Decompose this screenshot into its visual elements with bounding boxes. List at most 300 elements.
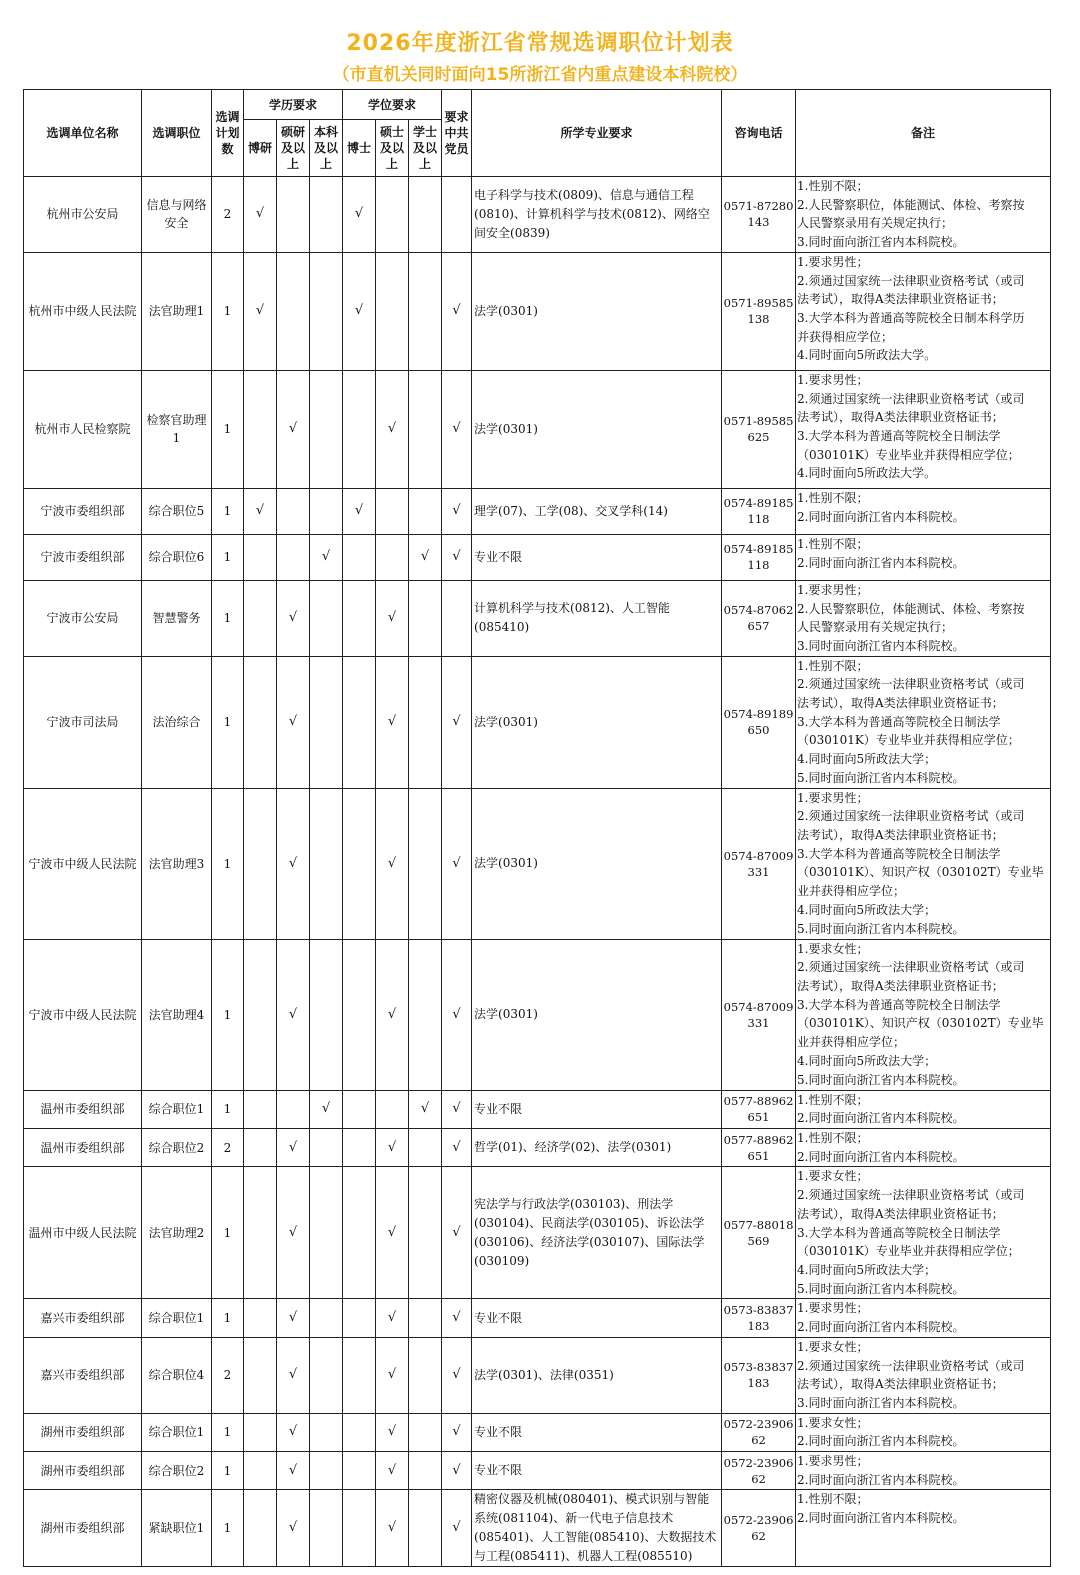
note-line: 1.要求男性； bbox=[797, 582, 869, 597]
edu-phd-cell: √ bbox=[244, 488, 277, 534]
note-line: 4.同时面向5所政法大学。 bbox=[797, 466, 937, 481]
major-cell: 专业不限 bbox=[472, 534, 722, 580]
major-cell: 法学(0301) bbox=[472, 656, 722, 788]
note-line: 4.同时面向5所政法大学； bbox=[797, 1053, 937, 1068]
note-line: 1.性别不限； bbox=[797, 490, 869, 505]
note-line: 法考试），取得A类法律职业资格证书； bbox=[797, 696, 1004, 711]
note-line: 3.大学本科为普通高等院校全日制法学 bbox=[797, 846, 1001, 861]
position-cell: 法官助理2 bbox=[142, 1167, 212, 1299]
note-cell bbox=[796, 370, 1051, 488]
deg-bachelor-cell bbox=[409, 488, 442, 534]
note-cell bbox=[796, 1490, 1051, 1567]
position-plan-table bbox=[23, 89, 1051, 1567]
phone-cell: 0572-2390662 bbox=[722, 1413, 796, 1451]
edu-bachelor-cell: √ bbox=[310, 534, 343, 580]
note-line: 2.同时面向浙江省内本科院校。 bbox=[797, 1434, 965, 1449]
note-cell bbox=[796, 656, 1051, 788]
table-row bbox=[24, 1129, 1051, 1167]
major-cell: 专业不限 bbox=[472, 1090, 722, 1128]
note-line: 3.同时面向浙江省内本科院校。 bbox=[797, 1395, 965, 1410]
header-count: 选调计划数 bbox=[212, 90, 244, 177]
edu-master-cell: √ bbox=[277, 370, 310, 488]
count-cell: 1 bbox=[212, 1490, 244, 1567]
count-cell: 1 bbox=[212, 1167, 244, 1299]
note-line: 1.要求男性； bbox=[797, 372, 869, 387]
party-cell: √ bbox=[442, 1490, 472, 1567]
party-cell bbox=[442, 580, 472, 656]
unit-cell: 杭州市公安局 bbox=[24, 177, 142, 253]
edu-phd-cell bbox=[244, 534, 277, 580]
deg-phd-cell bbox=[343, 1452, 376, 1490]
header-deg-bachelor: 学士及以上 bbox=[409, 120, 442, 177]
edu-phd-cell: √ bbox=[244, 252, 277, 370]
deg-master-cell bbox=[376, 534, 409, 580]
edu-bachelor-cell bbox=[310, 656, 343, 788]
deg-bachelor-cell: √ bbox=[409, 1090, 442, 1128]
table-row bbox=[24, 177, 1051, 253]
deg-phd-cell bbox=[343, 534, 376, 580]
unit-cell: 宁波市司法局 bbox=[24, 656, 142, 788]
position-cell: 综合职位6 bbox=[142, 534, 212, 580]
deg-phd-cell bbox=[343, 1490, 376, 1567]
note-cell bbox=[796, 1452, 1051, 1490]
deg-bachelor-cell bbox=[409, 1337, 442, 1413]
deg-master-cell: √ bbox=[376, 1299, 409, 1337]
phone-cell: 0574-89189650 bbox=[722, 656, 796, 788]
note-cell bbox=[796, 1413, 1051, 1451]
note-line: （030101K）专业毕业并获得相应学位； bbox=[797, 447, 1020, 462]
header-deg-phd: 博士 bbox=[343, 120, 376, 177]
deg-bachelor-cell bbox=[409, 252, 442, 370]
note-line: 3.大学本科为普通高等院校全日制法学 bbox=[797, 997, 1001, 1012]
note-cell bbox=[796, 1090, 1051, 1128]
note-line: 1.要求男性； bbox=[797, 790, 869, 805]
count-cell: 2 bbox=[212, 1337, 244, 1413]
edu-phd-cell bbox=[244, 1129, 277, 1167]
deg-master-cell bbox=[376, 488, 409, 534]
edu-bachelor-cell bbox=[310, 1413, 343, 1451]
note-line: 1.要求女性； bbox=[797, 1339, 869, 1354]
page-subtitle: （市直机关同时面向15所浙江省内重点建设本科院校） bbox=[332, 65, 748, 85]
edu-bachelor-cell bbox=[310, 177, 343, 253]
party-cell: √ bbox=[442, 1337, 472, 1413]
note-cell bbox=[796, 788, 1051, 939]
edu-master-cell: √ bbox=[277, 1299, 310, 1337]
table-row bbox=[24, 252, 1051, 370]
edu-phd-cell bbox=[244, 1337, 277, 1413]
deg-master-cell: √ bbox=[376, 580, 409, 656]
count-cell: 1 bbox=[212, 1299, 244, 1337]
note-line: 2.须通过国家统一法律职业资格考试（或司 bbox=[797, 391, 1025, 406]
deg-phd-cell bbox=[343, 1129, 376, 1167]
deg-phd-cell bbox=[343, 656, 376, 788]
note-line: 2.同时面向浙江省内本科院校。 bbox=[797, 1472, 965, 1487]
deg-phd-cell bbox=[343, 1337, 376, 1413]
edu-bachelor-cell: √ bbox=[310, 1090, 343, 1128]
major-cell: 法学(0301) bbox=[472, 939, 722, 1090]
phone-cell: 0577-88018569 bbox=[722, 1167, 796, 1299]
note-line: 法考试），取得A类法律职业资格证书； bbox=[797, 979, 1004, 994]
note-line: （030101K）专业毕业并获得相应学位； bbox=[797, 733, 1020, 748]
unit-cell: 湖州市委组织部 bbox=[24, 1452, 142, 1490]
note-line: 3.同时面向浙江省内本科院校。 bbox=[797, 235, 965, 250]
note-cell bbox=[796, 252, 1051, 370]
party-cell: √ bbox=[442, 370, 472, 488]
position-cell: 法官助理1 bbox=[142, 252, 212, 370]
phone-cell: 0574-89185118 bbox=[722, 534, 796, 580]
edu-master-cell bbox=[277, 1090, 310, 1128]
deg-master-cell bbox=[376, 177, 409, 253]
deg-bachelor-cell bbox=[409, 580, 442, 656]
party-cell: √ bbox=[442, 252, 472, 370]
note-line: 2.同时面向浙江省内本科院校。 bbox=[797, 509, 965, 524]
table-row bbox=[24, 1167, 1051, 1299]
major-cell: 宪法学与行政法学(030103)、刑法学(030104)、民商法学(030105)、诉讼法学(030106)、经济法学(030107)、国际法学(030109) bbox=[472, 1167, 722, 1299]
note-line: 1.要求男性； bbox=[797, 254, 869, 269]
count-cell: 1 bbox=[212, 488, 244, 534]
unit-cell: 宁波市中级人民法院 bbox=[24, 788, 142, 939]
deg-master-cell: √ bbox=[376, 1452, 409, 1490]
note-line: 2.须通过国家统一法律职业资格考试（或司 bbox=[797, 809, 1025, 824]
edu-master-cell: √ bbox=[277, 1129, 310, 1167]
phone-cell: 0571-89585625 bbox=[722, 370, 796, 488]
note-line: 法考试），取得A类法律职业资格证书； bbox=[797, 1377, 1004, 1392]
note-line: 3.大学本科为普通高等院校全日制法学 bbox=[797, 428, 1001, 443]
edu-bachelor-cell bbox=[310, 1167, 343, 1299]
table-row bbox=[24, 1413, 1051, 1451]
note-cell bbox=[796, 1299, 1051, 1337]
note-line: 1.要求女性； bbox=[797, 1415, 869, 1430]
deg-bachelor-cell bbox=[409, 1129, 442, 1167]
edu-master-cell bbox=[277, 488, 310, 534]
party-cell: √ bbox=[442, 1452, 472, 1490]
note-line: 2.同时面向浙江省内本科院校。 bbox=[797, 555, 965, 570]
deg-bachelor-cell bbox=[409, 1413, 442, 1451]
deg-bachelor-cell bbox=[409, 1490, 442, 1567]
note-cell bbox=[796, 939, 1051, 1090]
edu-bachelor-cell bbox=[310, 1452, 343, 1490]
note-line: 5.同时面向浙江省内本科院校。 bbox=[797, 921, 965, 936]
phone-cell: 0574-87009331 bbox=[722, 788, 796, 939]
header-unit: 选调单位名称 bbox=[24, 90, 142, 177]
unit-cell: 湖州市委组织部 bbox=[24, 1413, 142, 1451]
table-row bbox=[24, 534, 1051, 580]
major-cell: 理学(07)、工学(08)、交叉学科(14) bbox=[472, 488, 722, 534]
edu-master-cell bbox=[277, 534, 310, 580]
deg-bachelor-cell bbox=[409, 370, 442, 488]
deg-phd-cell bbox=[343, 580, 376, 656]
major-cell: 专业不限 bbox=[472, 1299, 722, 1337]
unit-cell: 宁波市委组织部 bbox=[24, 534, 142, 580]
count-cell: 1 bbox=[212, 1452, 244, 1490]
note-line: 5.同时面向浙江省内本科院校。 bbox=[797, 1281, 965, 1296]
header-major: 所学专业要求 bbox=[472, 90, 722, 177]
table-row bbox=[24, 1490, 1051, 1567]
phone-cell: 0573-83837183 bbox=[722, 1299, 796, 1337]
edu-bachelor-cell bbox=[310, 1490, 343, 1567]
edu-bachelor-cell bbox=[310, 580, 343, 656]
table-row bbox=[24, 488, 1051, 534]
table-body bbox=[24, 177, 1051, 1567]
header-party: 要求中共党员 bbox=[442, 90, 472, 177]
note-line: 1.性别不限； bbox=[797, 179, 869, 193]
note-line: 2.同时面向浙江省内本科院校。 bbox=[797, 1511, 965, 1526]
note-cell bbox=[796, 580, 1051, 656]
party-cell: √ bbox=[442, 1090, 472, 1128]
deg-master-cell: √ bbox=[376, 656, 409, 788]
note-line: 3.大学本科为普通高等院校全日制本科学历 bbox=[797, 310, 1025, 325]
note-line: 2.须通过国家统一法律职业资格考试（或司 bbox=[797, 960, 1025, 975]
deg-master-cell bbox=[376, 1090, 409, 1128]
deg-master-cell: √ bbox=[376, 1490, 409, 1567]
note-line: 1.要求女性； bbox=[797, 1169, 869, 1184]
deg-bachelor-cell bbox=[409, 1299, 442, 1337]
deg-master-cell: √ bbox=[376, 939, 409, 1090]
edu-master-cell: √ bbox=[277, 939, 310, 1090]
count-cell: 1 bbox=[212, 252, 244, 370]
header-edu-phd: 博研 bbox=[244, 120, 277, 177]
header-deg-group: 学位要求 bbox=[343, 90, 442, 120]
header-position: 选调职位 bbox=[142, 90, 212, 177]
deg-bachelor-cell bbox=[409, 788, 442, 939]
count-cell: 1 bbox=[212, 788, 244, 939]
edu-bachelor-cell bbox=[310, 252, 343, 370]
position-cell: 综合职位2 bbox=[142, 1452, 212, 1490]
deg-phd-cell bbox=[343, 788, 376, 939]
phone-cell: 0573-83837183 bbox=[722, 1337, 796, 1413]
major-cell: 法学(0301)、法律(0351) bbox=[472, 1337, 722, 1413]
note-line: 1.性别不限； bbox=[797, 1092, 869, 1107]
edu-bachelor-cell bbox=[310, 1299, 343, 1337]
edu-phd-cell: √ bbox=[244, 177, 277, 253]
deg-phd-cell bbox=[343, 1299, 376, 1337]
unit-cell: 湖州市委组织部 bbox=[24, 1490, 142, 1567]
note-line: 法考试），取得A类法律职业资格证书； bbox=[797, 292, 1004, 307]
deg-bachelor-cell bbox=[409, 1452, 442, 1490]
edu-master-cell: √ bbox=[277, 656, 310, 788]
note-line: （030101K）专业毕业并获得相应学位； bbox=[797, 1244, 1020, 1259]
party-cell: √ bbox=[442, 1299, 472, 1337]
note-line: 5.同时面向浙江省内本科院校。 bbox=[797, 770, 965, 785]
note-line: 3.大学本科为普通高等院校全日制法学 bbox=[797, 714, 1001, 729]
major-cell: 计算机科学与技术(0812)、人工智能(085410) bbox=[472, 580, 722, 656]
edu-master-cell bbox=[277, 252, 310, 370]
header-edu-master: 硕研及以上 bbox=[277, 120, 310, 177]
position-cell: 紧缺职位1 bbox=[142, 1490, 212, 1567]
edu-bachelor-cell bbox=[310, 788, 343, 939]
edu-phd-cell bbox=[244, 1413, 277, 1451]
deg-master-cell: √ bbox=[376, 1337, 409, 1413]
position-cell: 综合职位2 bbox=[142, 1129, 212, 1167]
position-cell: 检察官助理1 bbox=[142, 370, 212, 488]
deg-bachelor-cell bbox=[409, 177, 442, 253]
unit-cell: 温州市委组织部 bbox=[24, 1129, 142, 1167]
note-line: 2.人民警察职位，体能测试、体检、考察按 bbox=[797, 197, 1025, 212]
header-note: 备注 bbox=[796, 90, 1051, 177]
position-cell: 综合职位1 bbox=[142, 1413, 212, 1451]
phone-cell: 0577-88962651 bbox=[722, 1129, 796, 1167]
deg-master-cell: √ bbox=[376, 370, 409, 488]
note-line: 1.性别不限； bbox=[797, 1131, 869, 1146]
party-cell: √ bbox=[442, 656, 472, 788]
edu-bachelor-cell bbox=[310, 939, 343, 1090]
note-cell bbox=[796, 1129, 1051, 1167]
major-cell: 哲学(01)、经济学(02)、法学(0301) bbox=[472, 1129, 722, 1167]
count-cell: 1 bbox=[212, 939, 244, 1090]
major-cell: 专业不限 bbox=[472, 1452, 722, 1490]
unit-cell: 杭州市中级人民法院 bbox=[24, 252, 142, 370]
position-cell: 法官助理3 bbox=[142, 788, 212, 939]
table-row bbox=[24, 788, 1051, 939]
position-cell: 综合职位4 bbox=[142, 1337, 212, 1413]
count-cell: 1 bbox=[212, 370, 244, 488]
note-cell bbox=[796, 488, 1051, 534]
deg-phd-cell bbox=[343, 370, 376, 488]
edu-master-cell: √ bbox=[277, 1413, 310, 1451]
note-line: 3.大学本科为普通高等院校全日制法学 bbox=[797, 1225, 1001, 1240]
unit-cell: 嘉兴市委组织部 bbox=[24, 1299, 142, 1337]
unit-cell: 宁波市中级人民法院 bbox=[24, 939, 142, 1090]
note-line: （030101K）、知识产权（030102T）专业毕 bbox=[797, 1016, 1044, 1031]
deg-phd-cell bbox=[343, 939, 376, 1090]
position-cell: 智慧警务 bbox=[142, 580, 212, 656]
edu-master-cell: √ bbox=[277, 1490, 310, 1567]
deg-bachelor-cell bbox=[409, 1167, 442, 1299]
count-cell: 1 bbox=[212, 534, 244, 580]
note-line: 2.须通过国家统一法律职业资格考试（或司 bbox=[797, 1358, 1025, 1373]
edu-phd-cell bbox=[244, 1452, 277, 1490]
edu-bachelor-cell bbox=[310, 1337, 343, 1413]
party-cell: √ bbox=[442, 1167, 472, 1299]
position-cell: 综合职位1 bbox=[142, 1299, 212, 1337]
note-line: 2.同时面向浙江省内本科院校。 bbox=[797, 1111, 965, 1126]
deg-phd-cell: √ bbox=[343, 488, 376, 534]
count-cell: 1 bbox=[212, 1090, 244, 1128]
note-line: 5.同时面向浙江省内本科院校。 bbox=[797, 1072, 965, 1087]
party-cell: √ bbox=[442, 939, 472, 1090]
table-row bbox=[24, 1090, 1051, 1128]
major-cell: 专业不限 bbox=[472, 1413, 722, 1451]
count-cell: 1 bbox=[212, 656, 244, 788]
party-cell: √ bbox=[442, 488, 472, 534]
major-cell: 法学(0301) bbox=[472, 788, 722, 939]
deg-phd-cell bbox=[343, 1090, 376, 1128]
page-title: 2026年度浙江省常规选调职位计划表 bbox=[346, 31, 734, 56]
count-cell: 2 bbox=[212, 177, 244, 253]
note-line: 2.同时面向浙江省内本科院校。 bbox=[797, 1320, 965, 1335]
note-line: 2.须通过国家统一法律职业资格考试（或司 bbox=[797, 677, 1025, 692]
deg-bachelor-cell bbox=[409, 939, 442, 1090]
table-row bbox=[24, 580, 1051, 656]
count-cell: 1 bbox=[212, 1413, 244, 1451]
note-cell bbox=[796, 1167, 1051, 1299]
edu-phd-cell bbox=[244, 580, 277, 656]
count-cell: 2 bbox=[212, 1129, 244, 1167]
header-edu-bachelor: 本科及以上 bbox=[310, 120, 343, 177]
note-cell bbox=[796, 1337, 1051, 1413]
note-line: 2.须通过国家统一法律职业资格考试（或司 bbox=[797, 1188, 1025, 1203]
note-cell bbox=[796, 177, 1051, 253]
phone-cell: 0571-89585138 bbox=[722, 252, 796, 370]
note-line: 4.同时面向5所政法大学。 bbox=[797, 348, 937, 363]
deg-master-cell: √ bbox=[376, 1167, 409, 1299]
edu-master-cell: √ bbox=[277, 1452, 310, 1490]
party-cell bbox=[442, 177, 472, 253]
unit-cell: 宁波市公安局 bbox=[24, 580, 142, 656]
edu-master-cell: √ bbox=[277, 1167, 310, 1299]
note-line: 并获得相应学位； bbox=[797, 329, 894, 344]
header-edu-group: 学历要求 bbox=[244, 90, 343, 120]
unit-cell: 杭州市人民检察院 bbox=[24, 370, 142, 488]
note-line: 1.要求男性； bbox=[797, 1301, 869, 1316]
note-line: 业并获得相应学位； bbox=[797, 884, 906, 899]
note-line: （030101K）、知识产权（030102T）专业毕 bbox=[797, 865, 1044, 880]
major-cell: 法学(0301) bbox=[472, 370, 722, 488]
phone-cell: 0572-2390662 bbox=[722, 1452, 796, 1490]
edu-master-cell: √ bbox=[277, 788, 310, 939]
deg-phd-cell: √ bbox=[343, 252, 376, 370]
deg-phd-cell bbox=[343, 1167, 376, 1299]
phone-cell: 0571-87280143 bbox=[722, 177, 796, 253]
edu-phd-cell bbox=[244, 1490, 277, 1567]
note-line: 2.须通过国家统一法律职业资格考试（或司 bbox=[797, 273, 1025, 288]
table-row bbox=[24, 656, 1051, 788]
deg-phd-cell bbox=[343, 1413, 376, 1451]
unit-cell: 温州市委组织部 bbox=[24, 1090, 142, 1128]
party-cell: √ bbox=[442, 534, 472, 580]
note-line: 法考试），取得A类法律职业资格证书； bbox=[797, 410, 1004, 425]
major-cell: 精密仪器及机械(080401)、模式识别与智能系统(081104)、新一代电子信息技术(085401)、人工智能(085410)、大数据技术与工程(085411)、机器人工程(085510) bbox=[472, 1490, 722, 1567]
header-phone: 咨询电话 bbox=[722, 90, 796, 177]
party-cell: √ bbox=[442, 1129, 472, 1167]
note-line: 法考试），取得A类法律职业资格证书； bbox=[797, 828, 1004, 843]
table-row bbox=[24, 1299, 1051, 1337]
note-cell bbox=[796, 534, 1051, 580]
deg-bachelor-cell: √ bbox=[409, 534, 442, 580]
unit-cell: 宁波市委组织部 bbox=[24, 488, 142, 534]
unit-cell: 嘉兴市委组织部 bbox=[24, 1337, 142, 1413]
note-line: 2.同时面向浙江省内本科院校。 bbox=[797, 1149, 965, 1164]
note-line: 法考试），取得A类法律职业资格证书； bbox=[797, 1206, 1004, 1221]
edu-phd-cell bbox=[244, 788, 277, 939]
position-cell: 信息与网络安全 bbox=[142, 177, 212, 253]
phone-cell: 0574-89185118 bbox=[722, 488, 796, 534]
deg-bachelor-cell bbox=[409, 656, 442, 788]
edu-phd-cell bbox=[244, 1299, 277, 1337]
table-row bbox=[24, 370, 1051, 488]
deg-master-cell: √ bbox=[376, 788, 409, 939]
edu-phd-cell bbox=[244, 1167, 277, 1299]
edu-phd-cell bbox=[244, 370, 277, 488]
party-cell: √ bbox=[442, 1413, 472, 1451]
edu-bachelor-cell bbox=[310, 370, 343, 488]
note-line: 1.性别不限； bbox=[797, 1492, 869, 1507]
edu-phd-cell bbox=[244, 656, 277, 788]
phone-cell: 0574-87062657 bbox=[722, 580, 796, 656]
note-line: 4.同时面向5所政法大学； bbox=[797, 902, 937, 917]
edu-master-cell bbox=[277, 177, 310, 253]
major-cell: 电子科学与技术(0809)、信息与通信工程(0810)、计算机科学与技术(0812)、网络空间安全(0839) bbox=[472, 177, 722, 253]
note-line: 4.同时面向5所政法大学； bbox=[797, 1262, 937, 1277]
position-cell: 综合职位1 bbox=[142, 1090, 212, 1128]
deg-phd-cell: √ bbox=[343, 177, 376, 253]
deg-master-cell bbox=[376, 252, 409, 370]
note-line: 3.同时面向浙江省内本科院校。 bbox=[797, 638, 965, 653]
edu-phd-cell bbox=[244, 1090, 277, 1128]
note-line: 业并获得相应学位； bbox=[797, 1035, 906, 1050]
note-line: 人民警察录用有关规定执行； bbox=[797, 216, 954, 231]
position-cell: 法治综合 bbox=[142, 656, 212, 788]
